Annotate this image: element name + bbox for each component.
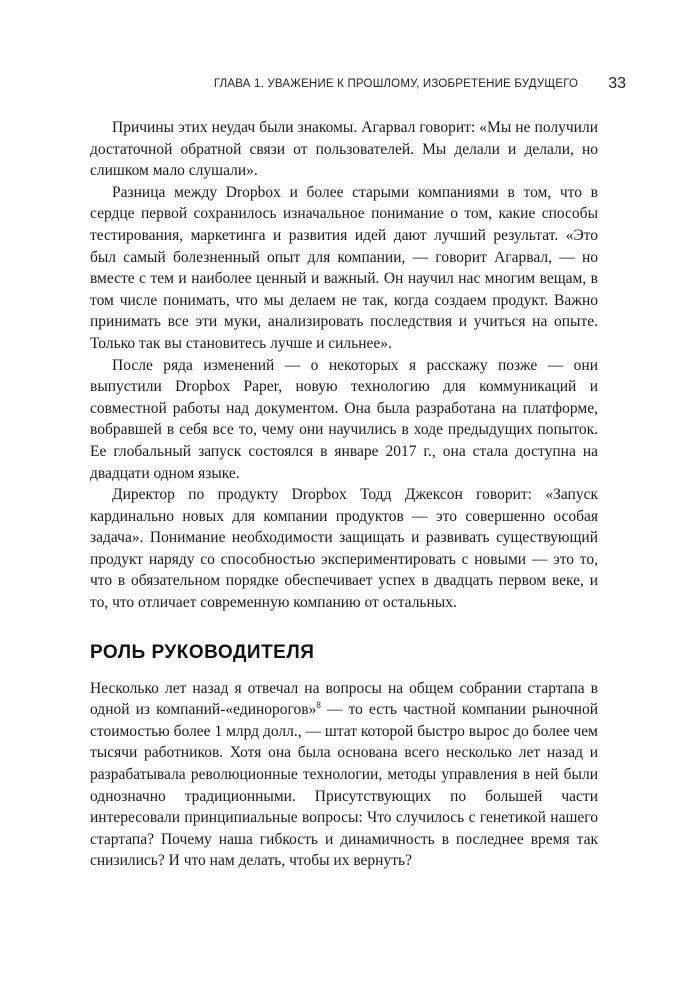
paragraph: Директор по продукту Dropbox Тодд Джексон говорит: «Запуск кардинально новых для компании продуктов — это совершенно особая задача». Понимание необходимости защищать и развивать существующий продукт наряду со способностью экспериментировать с новыми — это то, что в обязательном порядке обеспечивает успех в двадцать первом веке, и то, что отличает современную компанию от остальных. (90, 486, 598, 612)
page-header (90, 72, 626, 96)
section-paragraph-start: Несколько лет назад я отвечал на вопросы на общем собрании стартапа в одной из компаний-«единорогов» (90, 679, 598, 719)
paragraph: После ряда изменений — о некоторых я расскажу позже — они выпустили Dropbox Paper, новую технологию для коммуникаций и совместной работы над документом. Она была разработана на платформе, вобравшей в себя все то, чему они научились в ходе предыдущих попыток. Ее глобальный запуск состоялся в январе 2017 г., она стала доступна на двадцати одном языке. (90, 356, 598, 482)
page-body (90, 117, 598, 872)
page-number: 33 (608, 75, 626, 92)
paragraph: Причины этих неудач были знакомы. Агарвал говорит: «Мы не получили достаточной обратной связи от пользователей. Мы делали и делали, но слишком мало слушали». (90, 119, 598, 180)
section-heading: РОЛЬ РУКОВОДИТЕЛЯ (90, 641, 315, 663)
section-paragraph-end: — то есть частной компании рыночной стоимостью более 1 млрд долл., — штат которой быстро вырос до более чем тысячи работников. Хотя она была основана всего несколько лет назад и разрабатывала революционные технологии, методы управления в ней были однозначно традиционными. Присутствующих по большей части интересовали принципиальные вопросы: Что случилось с генетикой нашего стартапа? Почему наша гибкость и динамичность в последнее время так снизились? И что нам делать, чтобы их вернуть? (90, 701, 598, 870)
running-head: ГЛАВА 1. УВАЖЕНИЕ К ПРОШЛОМУ, ИЗОБРЕТЕНИЕ БУДУЩЕГО (213, 78, 579, 90)
footnote-mark: 8 (316, 700, 321, 711)
section-paragraph (90, 678, 598, 872)
paragraph: Разница между Dropbox и более старыми компаниями в том, что в сердце первой сохранилось изначальное понимание о том, какие способы тестирования, маркетинга и развития идей дают лучший результат. «Это был самый болезненный опыт для компании, — говорит Агарвал, — но вместе с тем и наиболее ценный и важный. Он научил нас многим вещам, в том числе понимать, что мы делаем не так, когда создаем продукт. Важно принимать все эти муки, анализировать последствия и учиться на опыте. Только так вы становитесь лучше и сильнее». (90, 183, 598, 352)
